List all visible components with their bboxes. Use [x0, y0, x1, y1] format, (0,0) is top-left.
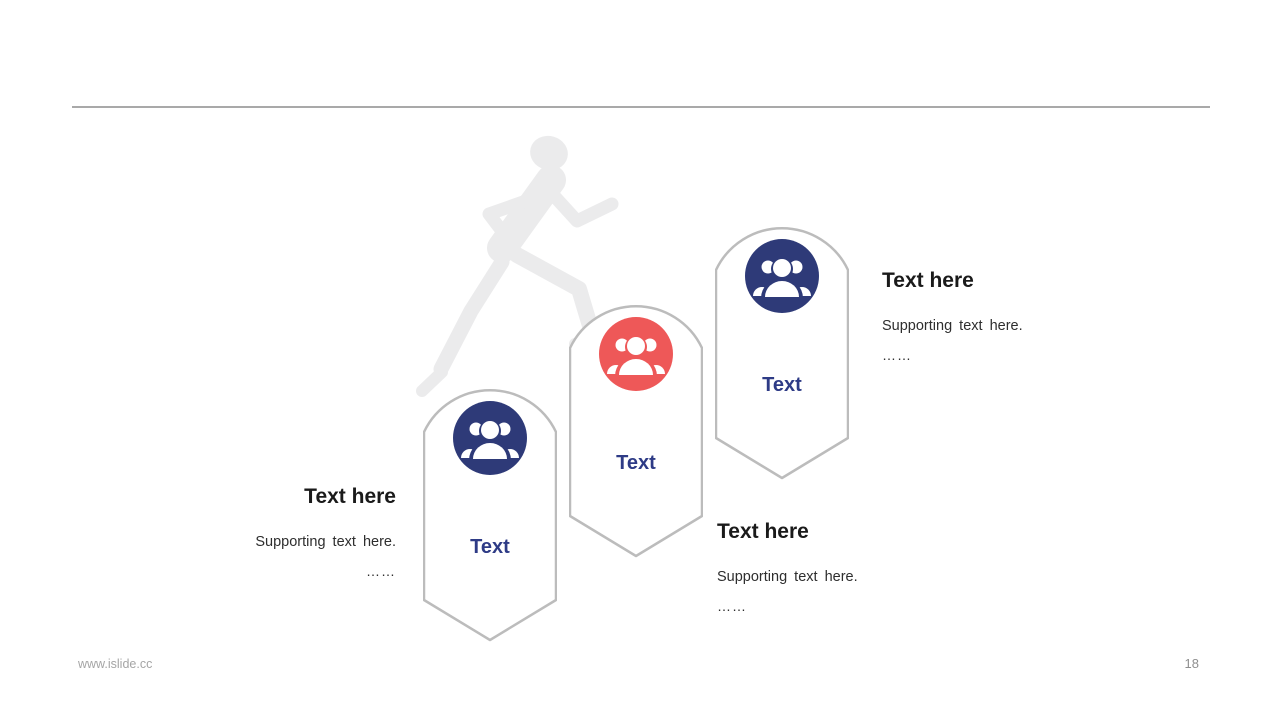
text-block-1 — [196, 484, 396, 579]
text-block-body: Supporting text here. — [717, 569, 858, 585]
page-number: 18 — [1184, 656, 1199, 671]
text-block-title: Text here — [717, 520, 809, 543]
banner-step-3 — [715, 226, 849, 480]
text-block-ellipsis: …… — [366, 563, 396, 579]
banner-label: Text — [616, 452, 656, 474]
text-block-ellipsis: …… — [717, 598, 747, 614]
text-block-title: Text here — [304, 485, 396, 508]
banner-label: Text — [762, 374, 802, 396]
banner-step-2 — [569, 304, 703, 558]
text-block-title: Text here — [882, 269, 974, 292]
banner-label: Text — [470, 536, 510, 558]
footer-url[interactable]: www.islide.cc — [78, 657, 153, 671]
banner-step-1 — [423, 388, 557, 642]
text-block-ellipsis: …… — [882, 347, 912, 363]
header-divider — [72, 106, 1210, 108]
text-block-2 — [717, 519, 937, 614]
text-block-body: Supporting text here. — [882, 318, 1023, 334]
text-block-body: Supporting text here. — [255, 534, 396, 550]
text-block-3 — [882, 268, 1102, 363]
